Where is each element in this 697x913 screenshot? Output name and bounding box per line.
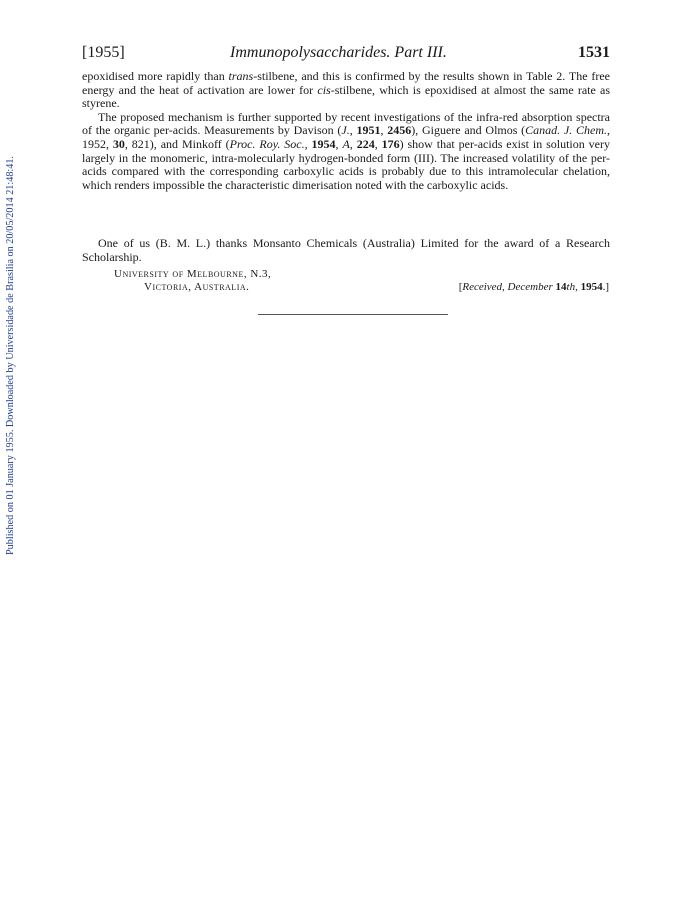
text-run-italic: trans	[228, 69, 254, 83]
text-run: ,	[349, 136, 357, 151]
text-run: -stilbene, and this is confirmed by the results shown in Table 2. The free energy and the heat of activation are lower for	[82, 69, 611, 97]
running-header	[82, 44, 610, 66]
text-run-italic: Proc. Roy. Soc.	[229, 136, 305, 151]
text-run: [	[458, 281, 463, 293]
text-run-italic: cis	[317, 82, 331, 97]
text-run-bold: 14	[555, 281, 567, 293]
text-run: .]	[602, 281, 609, 293]
download-watermark-text: Published on 01 January 1955. Downloaded by Universidade de Brasilia on 20/05/2014 21:48:41.	[4, 155, 16, 555]
text-run: ,	[575, 281, 581, 293]
text-run: ,	[374, 136, 382, 151]
text-run-bold: 224	[356, 136, 375, 151]
text-run-italic: Canad. J. Chem.	[525, 123, 607, 138]
affiliation-line-1: University of Melbourne, N.3,	[114, 268, 272, 280]
paragraph-2	[82, 111, 610, 193]
text-run-bold: 1954	[311, 136, 336, 151]
text-run: ), Giguere and Olmos (	[411, 123, 526, 138]
text-run-bold: 2456	[387, 123, 412, 138]
text-run: , 821), and Minkoff (	[124, 136, 230, 151]
text-run-bold: 1951	[356, 123, 381, 138]
text-run: ) show that per-acids exist in solution very largely in the monomeric, intra-molecularly hydrogen-bonded form (III). The increased volatility of the per-acids compared with the corresponding carboxylic acids is probably due to this intramolecular chelation, which renders impossible the characteristic dimerisation noted with the carboxylic acids.	[82, 136, 610, 192]
text-run: ,	[349, 123, 357, 138]
text-run: ,	[335, 136, 343, 151]
header-year: [1955]	[82, 44, 125, 61]
text-run: , 1952,	[82, 123, 610, 151]
affiliation-line-2: Victoria, Australia.	[144, 281, 250, 293]
download-watermark	[2, 130, 18, 580]
page-number: 1531	[578, 44, 610, 61]
text-run: ,	[380, 123, 388, 138]
header-title: Immunopolysaccharides. Part III.	[230, 44, 447, 61]
text-run-bold: 1954	[580, 281, 603, 293]
text-run-italic: th	[566, 281, 576, 293]
acknowledgement: One of us (B. M. L.) thanks Monsanto Chemicals (Australia) Limited for the award of a Research Scholarship.	[82, 236, 610, 264]
text-run-bold: 176	[381, 136, 400, 151]
text-run: epoxidised more rapidly than	[82, 69, 229, 83]
text-run-italic: A	[342, 136, 350, 151]
text-run: The proposed mechanism is further supported by recent investigations of the infra-red absorption spectra of the organic per-acids. Measurements by Davison (	[82, 109, 610, 138]
text-run-italic: J.	[341, 123, 350, 138]
text-run: -stilbene, which is epoxidised at almost the same rate as styrene.	[82, 82, 610, 111]
text-run-italic: Received, December	[462, 281, 556, 293]
paragraph-1	[82, 70, 610, 111]
text-run-bold: 30	[112, 136, 125, 151]
section-end-rule	[258, 314, 448, 315]
received-date	[459, 281, 609, 293]
text-run: ,	[304, 136, 312, 151]
main-text	[82, 70, 610, 192]
